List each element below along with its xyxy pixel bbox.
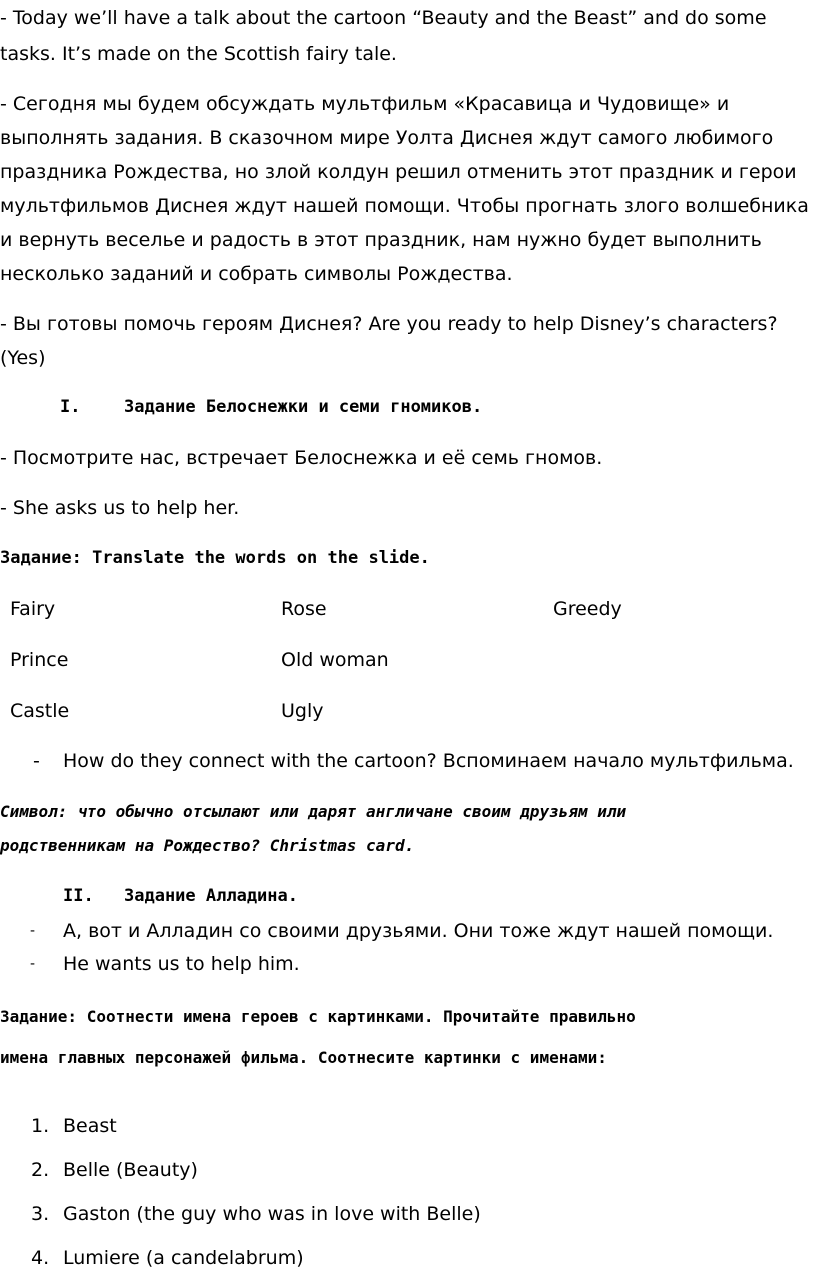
question-line-2: (Yes) xyxy=(0,347,46,369)
table-cell: Rose xyxy=(281,598,327,620)
table-cell: Greedy xyxy=(553,598,622,620)
table-cell: Fairy xyxy=(10,598,56,620)
symbol-line-1: Символ: что обычно отсылают или дарят англичане своим друзьям или xyxy=(0,802,627,821)
list-item: Beast xyxy=(63,1115,117,1137)
section1-task: Задание: Translate the words on the slide. xyxy=(0,548,430,568)
intro-line-2: tasks. It’s made on the Scottish fairy tale. xyxy=(0,43,397,65)
symbol-line-2: родственникам на Рождество? Christmas card. xyxy=(0,836,415,855)
table-cell: Prince xyxy=(10,649,69,671)
section2-bullet-mark: - xyxy=(30,956,36,972)
list-item: Gaston (the guy who was in love with Belle) xyxy=(63,1203,481,1225)
section2-task-line-1: Задание: Соотнести имена героев с картинками. Прочитайте правильно xyxy=(0,1007,636,1026)
ru-intro-line-3: праздника Рождества, но злой колдун решил отменить этот праздник и герои xyxy=(0,161,797,183)
section2-bullet-1: А, вот и Алладин со своими друзьями. Они тоже ждут нашей помощи. xyxy=(63,920,774,942)
ru-intro-line-2: выполнять задания. В сказочном мире Уолта Диснея ждут самого любимого xyxy=(0,127,774,149)
list-item: Lumiere (a candelabrum) xyxy=(63,1247,304,1269)
ru-intro-line-4: мультфильмов Диснея ждут нашей помощи. Чтобы прогнать злого волшебника xyxy=(0,195,809,217)
section1-text-2: - She asks us to help her. xyxy=(0,497,240,519)
section1-text-1: - Посмотрите нас, встречает Белоснежка и её семь гномов. xyxy=(0,447,603,469)
table-cell: Castle xyxy=(10,700,70,722)
section2-task-line-2: имена главных персонажей фильма. Соотнесите картинки с именами: xyxy=(0,1048,607,1067)
list-item-number: 1. xyxy=(31,1115,50,1137)
list-item-number: 4. xyxy=(31,1247,50,1269)
section1-title: Задание Белоснежки и семи гномиков. xyxy=(124,397,483,417)
intro-line-1: - Today we’ll have a talk about the cartoon “Beauty and the Beast” and do some xyxy=(0,7,767,29)
connect-text: How do they connect with the cartoon? Вспоминаем начало мультфильма. xyxy=(63,750,794,772)
ru-intro-line-5: и вернуть веселье и радость в этот праздник, нам нужно будет выполнить xyxy=(0,229,762,251)
list-item-number: 2. xyxy=(31,1159,50,1181)
section2-bullet-mark: - xyxy=(30,923,36,939)
ru-intro-line-6: несколько заданий и собрать символы Рождества. xyxy=(0,263,513,285)
ru-intro-line-1: - Сегодня мы будем обсуждать мультфильм «Красавица и Чудовище» и xyxy=(0,93,730,115)
question-line-1: - Вы готовы помочь героям Диснея? Are you ready to help Disney’s characters? xyxy=(0,313,778,335)
section1-number: I. xyxy=(60,397,81,417)
connect-bullet: - xyxy=(33,750,40,772)
list-item: Belle (Beauty) xyxy=(63,1159,198,1181)
table-cell: Old woman xyxy=(281,649,389,671)
section2-bullet-2: He wants us to help him. xyxy=(63,953,300,975)
table-cell: Ugly xyxy=(281,700,324,722)
section2-number: II. xyxy=(63,886,94,906)
section2-title: Задание Алладина. xyxy=(124,886,298,906)
list-item-number: 3. xyxy=(31,1203,50,1225)
